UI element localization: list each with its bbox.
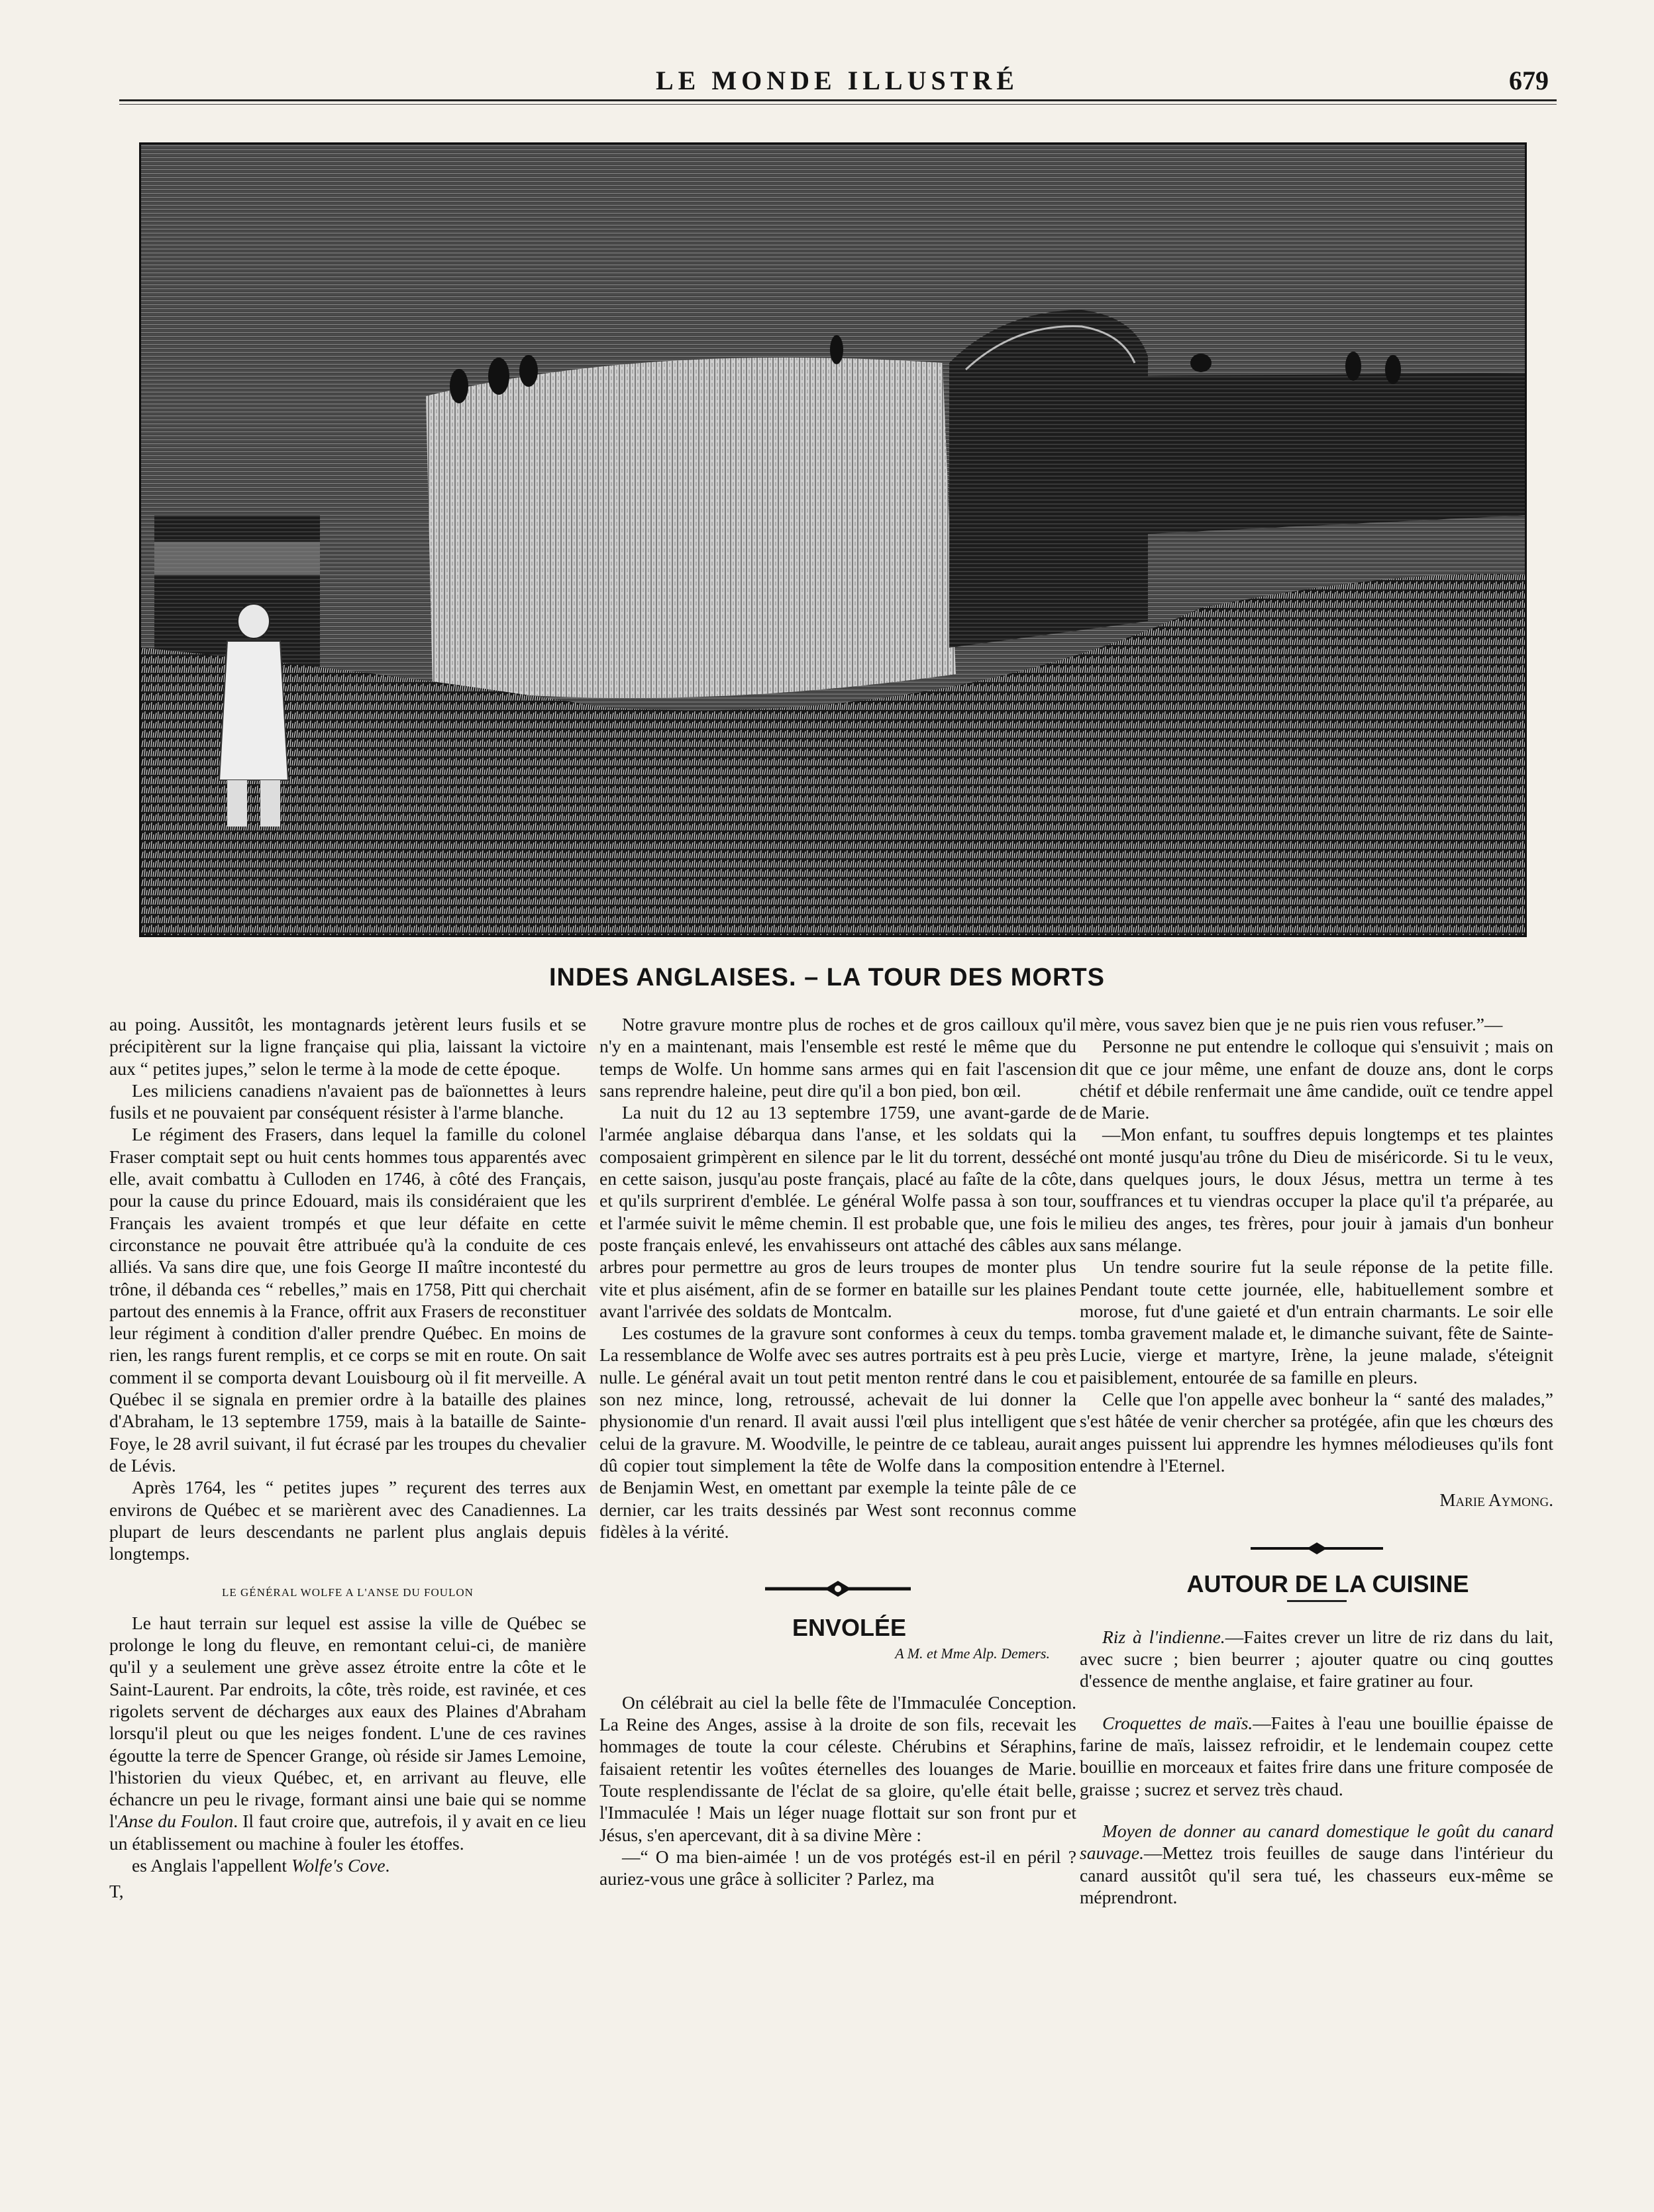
column-3	[1080, 1013, 1553, 1908]
recipe	[1080, 1626, 1553, 1692]
recipe-text: —Faites à l'eau une bouillie épaisse de farine de maïs, laissez refroidir, et le lendemain coupez cette bouillie en morceaux et faites frire dans une friture composée de graisse ; sucrez et servez très chaud.	[1080, 1712, 1553, 1799]
col1-paragraph	[109, 1854, 586, 1876]
col1-paragraph	[109, 1612, 586, 1854]
recipe-text: —Mettez trois feuilles de sauge dans l'intérieur du canard aussitôt qu'il sera tué, les chasseurs eux-même se méprendront.	[1080, 1842, 1553, 1907]
col2-paragraph: Notre gravure montre plus de roches et de gros cailloux qu'il n'y en a maintenant, mais l'ensemble est resté le même que du temps de Wolfe. Un homme sans armes qui en fait l'ascension sans reprendre haleine, peut dire qu'il a bon pied, bon œil.	[599, 1014, 1076, 1101]
ornament-divider	[1244, 1538, 1390, 1558]
recipe-title: Croquettes de maïs.	[1102, 1712, 1253, 1733]
col2-paragraph: On célébrait au ciel la belle fête de l'Immaculée Conception. La Reine des Anges, assise à la droite de son fils, recevait les hommages de toute la cour céleste. Chérubins et Séraphins, faisaient retentir les voûtes éternelles des louanges de Marie. Toute resplendissante de l'éclat de sa gloire, qu'elle était belle, l'Immaculée ! Mais un léger nuage flottait sur son front pur et Jésus, s'en apercevant, dit à sa divine Mère :	[599, 1691, 1076, 1845]
margin-note: T,	[109, 1881, 124, 1902]
text-run: es Anglais l'appellent	[132, 1854, 291, 1876]
header-rule	[119, 99, 1557, 101]
text-run: .	[385, 1854, 390, 1876]
col1-paragraph: au poing. Aussitôt, les montagnards jetèrent leurs fusils et se précipitèrent sur la ligne française qui plia, laissant la victoire aux “ petites jupes,” selon le terme à la mode de cette époque.	[109, 1014, 586, 1079]
col3-paragraph: —Mon enfant, tu souffres depuis longtemps et tes plaintes ont monté jusqu'au trône du Dieu de miséricorde. Si tu le veux, dans quelques jours, le doux Jésus, mettra un terme à tes souffrances et tu viendras occuper la place qu'il t'a préparée, au milieu des anges, tes frères, pour jouir à jamais d'un bonheur sans mélange.	[1080, 1124, 1553, 1255]
column-1	[109, 1013, 586, 1903]
col1-paragraph: Les miliciens canadiens n'avaient pas de baïonnettes à leurs fusils et ne pouvaient par conséquent résister à l'arme blanche.	[109, 1080, 586, 1123]
col2-paragraph: Les costumes de la gravure sont conformes à ceux du temps. La ressemblance de Wolfe avec ses autres portraits est à peu près nulle. Le général avait un tout petit menton rentré dans le cou et son nez mince, long, retroussé, achevait de lui donner la physionomie d'un renard. Il avait aussi l'œil plus intelligent que celui de la gravure. M. Woodville, le peintre de ce tableau, aurait dû copier tout simplement la tête de Wolfe dans la composition de Benjamin West, en omettant par exemple la teinte pâle de ce dernier, car les traits dessinés par West sont reconnus comme fidèles à la vérité.	[599, 1323, 1076, 1542]
recipe	[1080, 1712, 1553, 1800]
col1-paragraph: Le régiment des Frasers, dans lequel la famille du colonel Fraser comptait sept ou huit cents hommes tous apparentés avec elle, avait combattu à Culloden en 1746, à côté des Français, pour la cause du prince Edouard, mais ils considéraient que les Français les avaient trompés et que leur défaite en cette circonstance ne pouvait être attribuée qu'à la conduite de ces alliés. Va sans dire que, une fois George II maître incontesté du trône, il débanda ces “ rebelles,” mais en 1758, Pitt qui cherchait partout des ennemis à la France, offrit aux Frasers de reconstituer leur régiment à condition d'aller prendre Québec. En moins de rien, les rangs furent remplis, et ce corps se mit en route. On sait comment il se comporta devant Louisbourg où il fit merveille. A Québec il se signala en premier ordre à la bataille des plaines d'Abraham, le 13 septembre 1759, mais à la bataille de Sainte-Foye, le 28 avril suivant, il fut écrasé par les troupes du chevalier de Lévis.	[109, 1124, 586, 1476]
col2-paragraph: La nuit du 12 au 13 septembre 1759, une avant-garde de l'armée anglaise débarqua dans l'anse, et les soldats qui la composaient grimpèrent en silence par le lit du torrent, desséché en cette saison, jusqu'au poste français, placé au faîte de la côte, et qu'ils surprirent d'emblée. Le général Wolfe passa à son tour, et l'armée suivit le même chemin. Il est probable que, une fois le poste français enlevé, les envahisseurs ont attaché des câbles aux arbres pour permettre au gros de leurs troupes de monter plus vite et plus aisément, afin de se former en bataille sur les plaines avant l'arrivée des soldats de Montcalm.	[599, 1102, 1076, 1321]
col3-paragraph: Personne ne put entendre le colloque qui s'ensuivit ; mais on dit que ce jour même, une enfant de douze ans, dont le corps chétif et débile renfermait une âme candide, ouït ce tendre appel de Marie.	[1080, 1036, 1553, 1123]
italic-run: Anse du Foulon	[117, 1811, 234, 1832]
recipe-text: —Faites crever un litre de riz dans du lait, avec sucre ; bien beurrer ; ajouter quatre ou cinq gouttes d'essence de menthe anglaise, et faire gratiner au four.	[1080, 1626, 1554, 1691]
author-signature: Marie Aymong.	[1439, 1490, 1553, 1511]
text-run: . Il faut croire que, autrefois, il y avait en ce lieu un établissement ou machine à fouler les étoffes.	[109, 1811, 586, 1854]
illustration-caption: INDES ANGLAISES. – LA TOUR DES MORTS	[548, 964, 1105, 991]
tower-of-silence-engraving	[139, 142, 1527, 937]
col1-subheading: LE GÉNÉRAL WOLFE A L'ANSE DU FOULON	[222, 1586, 474, 1599]
recipe-title: Moyen de donner au canard domestique le goût du canard sauvage.	[1080, 1820, 1553, 1864]
header-rule-thin	[119, 104, 1557, 105]
recipe-title: Riz à l'indienne.	[1102, 1626, 1225, 1647]
col3-paragraph: Celle que l'on appelle avec bonheur la “ santé des malades,” s'est hâtée de venir chercher sa protégée, afin que les chœurs des anges puissent lui apprendre les hymnes mélodieuses qu'ils font entendre à l'Eternel.	[1080, 1389, 1553, 1476]
col3-paragraph: mère, vous savez bien que je ne puis rien vous refuser.”—	[1080, 1014, 1503, 1034]
recipe	[1080, 1820, 1553, 1908]
italic-run: Wolfe's Cove	[291, 1854, 386, 1876]
section-title: AUTOUR DE LA CUISINE	[1186, 1570, 1469, 1597]
title-rule	[1287, 1600, 1347, 1602]
col2-paragraph: —“ O ma bien-aimée ! un de vos protégés est-il en péril ? auriez-vous une grâce à solliciter ? Parlez, ma	[599, 1846, 1076, 1889]
ornament-divider	[758, 1576, 917, 1602]
column-2	[599, 1013, 1076, 1889]
col1-paragraph: Après 1764, les “ petites jupes ” reçurent des terres aux environs de Québec et se marièrent avec des Canadiennes. La plupart de leurs descendants ne parlent plus anglais depuis longtemps.	[109, 1477, 586, 1564]
page-number: 679	[1509, 66, 1549, 95]
poem-dedication: A M. et Mme Alp. Demers.	[895, 1645, 1050, 1662]
poem-title: ENVOLÉE	[792, 1614, 907, 1642]
engraving-picture	[141, 144, 1525, 935]
text-run: Le haut terrain sur lequel est assise la ville de Québec se prolonge le long du fleuve, en remontant celui-ci, de manière qu'il y a seulement une grève assez étroite entre la côte et le Saint-Laurent. Par endroits, la côte, très roide, est ravinée, et ces rigolets servent de décharges aux eaux des Plaines d'Abraham lorsqu'il pleut ou que les neiges fondent. L'une de ces ravines égoutte la terre de Spencer Grange, où réside sir James Lemoine, l'historien du vieux Québec, et, en arrivant au fleuve, elle échancre un peu le rivage, formant ainsi une baie qui se nomme l'	[109, 1612, 586, 1832]
col3-paragraph: Un tendre sourire fut la seule réponse de la petite fille. Pendant toute cette journée, elle, habituellement sombre et morose, fut d'une gaieté et d'un entrain charmants. Le soir elle tomba gravement malade et, le dimanche suivant, fête de Sainte-Lucie, vierge et martyre, Irène, la jeune malade, s'éteignit paisiblement, entourée de sa famille en pleurs.	[1080, 1256, 1553, 1387]
masthead-title: LE MONDE ILLUSTRÉ	[656, 66, 1019, 95]
